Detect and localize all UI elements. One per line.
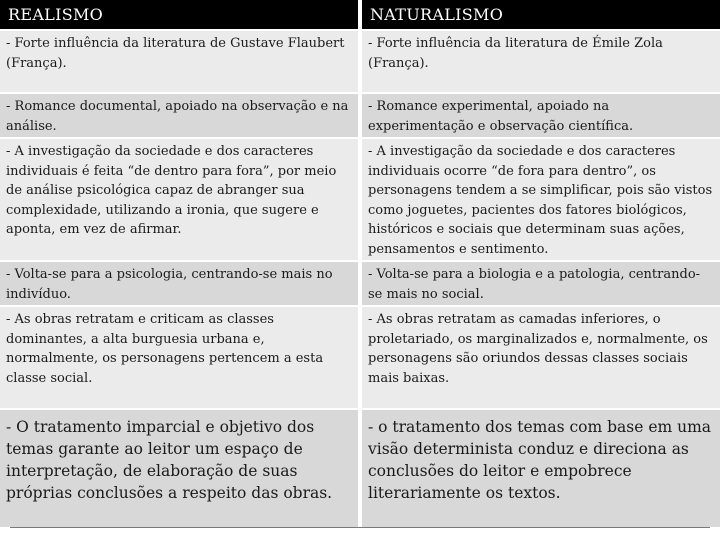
realismo-cell: - Volta-se para a psicologia, centrando-se mais no indivíduo. xyxy=(0,262,358,305)
table-row xyxy=(0,262,720,305)
header-cell-naturalismo: NATURALISMO xyxy=(362,0,720,29)
realismo-cell: - O tratamento imparcial e objetivo dos temas garante ao leitor um espaço de interpretação, de elaboração de suas próprias conclusões a respeito das obras. xyxy=(0,410,358,527)
naturalismo-cell: - Romance experimental, apoiado na experimentação e observação científica. xyxy=(362,94,720,137)
naturalismo-cell: - Volta-se para a biologia e a patologia, centrando-se mais no social. xyxy=(362,262,720,305)
table-row xyxy=(0,410,720,527)
table-row xyxy=(0,94,720,137)
table-bottom-border xyxy=(10,527,710,528)
header-cell-realismo: REALISMO xyxy=(0,0,358,29)
realismo-cell: - Forte influência da literatura de Gustave Flaubert (França). xyxy=(0,31,358,92)
table-row xyxy=(0,31,720,92)
realismo-cell: - As obras retratam e criticam as classes dominantes, a alta burguesia urbana e, normalmente, os personagens pertencem a esta classe social. xyxy=(0,307,358,408)
realismo-cell: - A investigação da sociedade e dos caracteres individuais é feita “de dentro para fora”, por meio de análise psicológica capaz de abranger sua complexidade, utilizando a ironia, que sugere e aponta, em vez de afirmar. xyxy=(0,139,358,260)
table-row xyxy=(0,139,720,260)
realismo-cell: - Romance documental, apoiado na observação e na análise. xyxy=(0,94,358,137)
naturalismo-cell: - As obras retratam as camadas inferiores, o proletariado, os marginalizados e, normalmente, os personagens são oriundos dessas classes sociais mais baixas. xyxy=(362,307,720,408)
naturalismo-cell: - Forte influência da literatura de Émile Zola (França). xyxy=(362,31,720,92)
table-row xyxy=(0,307,720,408)
naturalismo-cell: - o tratamento dos temas com base em uma visão determinista conduz e direciona as conclusões do leitor e empobrece literariamente os textos. xyxy=(362,410,720,527)
table-header-row xyxy=(0,0,720,29)
naturalismo-cell: - A investigação da sociedade e dos caracteres individuais ocorre “de fora para dentro”, os personagens tendem a se simplificar, pois são vistos como joguetes, pacientes dos fatores biológicos, históricos e sociais que determinam suas ações, pensamentos e sentimento. xyxy=(362,139,720,260)
